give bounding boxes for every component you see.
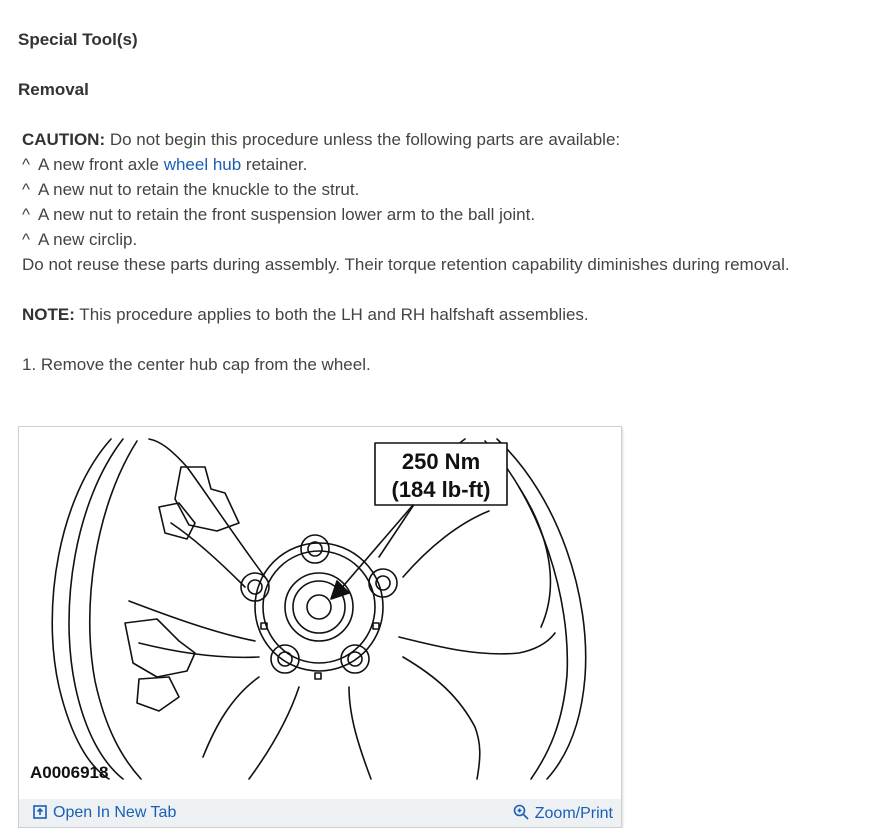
lug-nut: [369, 569, 397, 597]
wheel-illustration: [19, 427, 621, 799]
open-in-new-tab-label: Open In New Tab: [53, 804, 177, 821]
rim-left-outer: [52, 439, 111, 779]
caution-item-text: A new nut to retain the front suspension lower arm to the ball joint.: [38, 205, 536, 224]
caution-intro: Do not begin this procedure unless the following parts are available:: [105, 130, 621, 149]
lug-nut: [301, 535, 329, 563]
figure-toolbar: [19, 799, 621, 828]
caution-item-text: A new nut to retain the knuckle to the strut.: [38, 180, 360, 199]
open-new-tab-icon: [33, 805, 47, 819]
caution-item: [22, 227, 872, 252]
wheel-figure: [18, 426, 622, 828]
caution-label: CAUTION:: [22, 130, 106, 149]
caution-footer: Do not reuse these parts during assembly. Their torque retention capability diminishes during removal.: [22, 255, 790, 274]
rim-right-outer: [497, 439, 586, 779]
step-list: [22, 352, 371, 377]
bullet-marker: ^: [22, 180, 30, 199]
caution-item-text: retainer.: [241, 155, 308, 174]
caution-block: [22, 127, 872, 277]
removal-heading: Removal: [18, 80, 89, 99]
caution-item-text: A new circlip.: [38, 230, 138, 249]
note-block: [22, 302, 589, 327]
caution-item: [22, 177, 872, 202]
torque-nm-label: 250 Nm: [401, 449, 481, 474]
lug-nut: [271, 645, 299, 673]
bullet-marker: ^: [22, 155, 30, 174]
zoom-icon: [513, 804, 529, 820]
note-label: NOTE:: [22, 305, 75, 324]
bullet-marker: ^: [22, 230, 30, 249]
note-text: This procedure applies to both the LH and RH halfshaft assemblies.: [74, 305, 589, 324]
zoom-print-label: Zoom/Print: [534, 805, 613, 822]
caution-item-text: A new front axle: [38, 155, 164, 174]
step-item: 1. Remove the center hub cap from the wheel.: [22, 355, 371, 374]
caution-item: [22, 152, 872, 177]
open-in-new-tab-button[interactable]: [33, 804, 176, 822]
wheel-hub-link[interactable]: wheel hub: [163, 155, 242, 174]
bullet-marker: ^: [22, 205, 30, 224]
figure-id: A0006918: [30, 763, 109, 782]
special-tools-heading: Special Tool(s): [18, 30, 138, 49]
caution-line: [22, 127, 872, 152]
caution-item: [22, 202, 872, 227]
torque-lbft-label: (184 lb-ft): [391, 477, 491, 502]
zoom-print-button[interactable]: [513, 804, 613, 823]
